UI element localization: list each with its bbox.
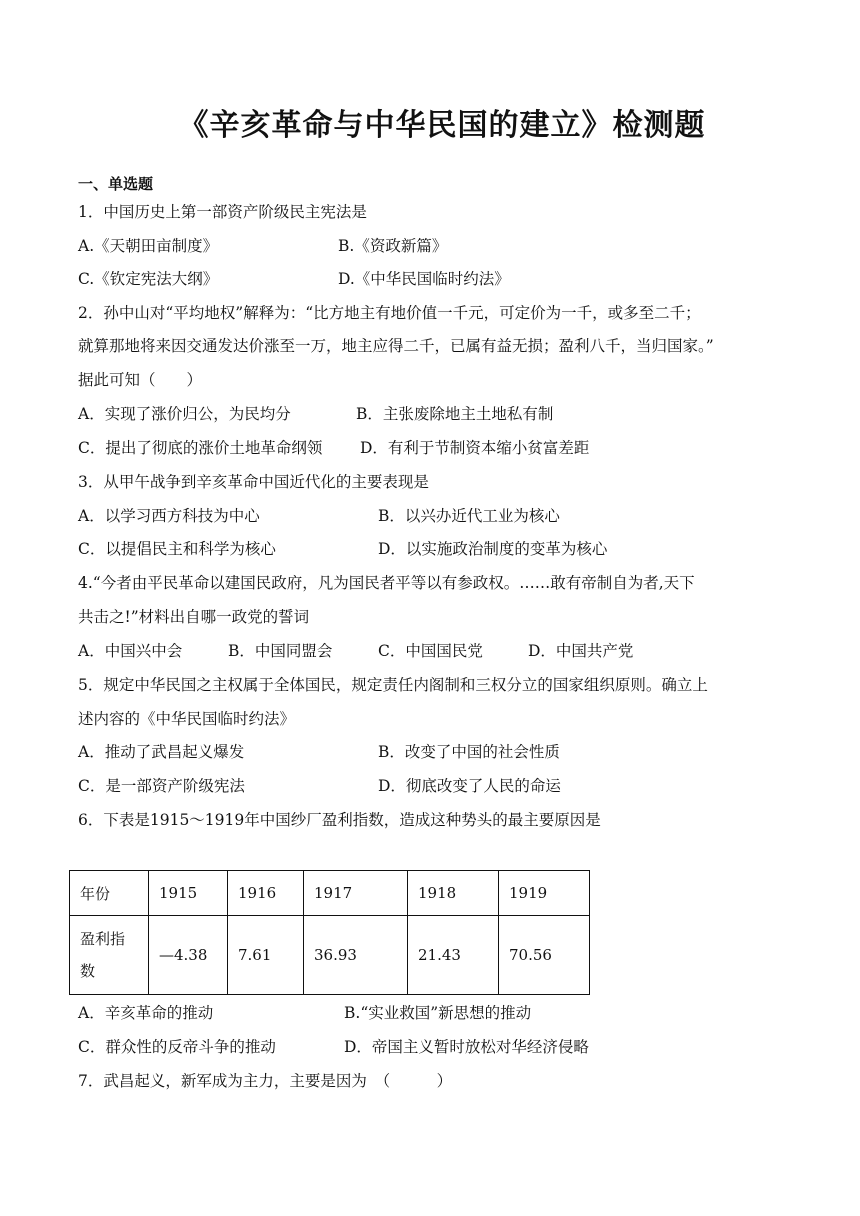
question-3-stem: 3．从甲午战争到辛亥革命中国近代化的主要表现是 [78, 473, 429, 491]
question-2-options-row-1 [78, 403, 554, 425]
question-2-stem-line-2: 就算那地将来因交通发达价涨至一万，地主应得二千，已属有益无损；盈利八千，当归国家。” [78, 337, 714, 355]
table-cell: 70.56 [499, 916, 590, 995]
table-header-cell: 1917 [304, 871, 408, 916]
table-row [70, 916, 590, 995]
question-2-option-c: C．提出了彻底的涨价土地革命纲领 [78, 439, 323, 457]
question-6-option-c: C．群众性的反帝斗争的推动 [78, 1038, 276, 1056]
row-label-line-1: 盈利指 [80, 930, 126, 948]
question-6-option-d: D．帝国主义暂时放松对华经济侵略 [344, 1038, 589, 1056]
question-6-stem: 6．下表是1915～1919年中国纱厂盈利指数，造成这种势头的最主要原因是 [78, 811, 601, 829]
question-2-stem-line-1: 2．孙中山对“平均地权”解释为：“比方地主有地价值一千元，可定价为一千，或多至二千； [78, 304, 701, 322]
question-3-option-c: C．以提倡民主和科学为核心 [78, 540, 276, 558]
question-5-stem-line-1: 5．规定中华民国之主权属于全体国民，规定责任内阁制和三权分立的国家组织原则。确立上 [78, 676, 708, 694]
question-2-stem-line-3: 据此可知（ ） [78, 371, 203, 389]
table-header-cell: 1918 [408, 871, 499, 916]
table-header-cell: 1916 [228, 871, 304, 916]
question-3-option-a: A．以学习西方科技为中心 [78, 507, 260, 525]
question-6-options-row-1 [78, 1002, 532, 1024]
table-header-cell: 年份 [70, 871, 149, 916]
question-3-options-row-1 [78, 505, 560, 527]
profit-index-table [69, 870, 590, 995]
question-5-stem-line-2: 述内容的《中华民国临时约法》 [78, 710, 296, 728]
table-cell: —4.38 [149, 916, 228, 995]
row-label-line-2: 数 [80, 962, 96, 980]
document-title: 《辛亥革命与中华民国的建立》检测题 [178, 108, 706, 143]
question-6-option-b: B.“实业救国”新思想的推动 [344, 1004, 532, 1022]
table-cell: 21.43 [408, 916, 499, 995]
question-5-option-c: C．是一部资产阶级宪法 [78, 777, 245, 795]
question-4-option-a: A．中国兴中会 [78, 642, 183, 660]
table-header-cell: 1915 [149, 871, 228, 916]
question-4-option-d: D．中国共产党 [528, 642, 634, 660]
question-4-stem-line-1: 4.“今者由平民革命以建国民政府，凡为国民者平等以有参政权。……敢有帝制自为者,天下 [78, 574, 695, 592]
question-2-option-b: B．主张废除地主土地私有制 [356, 405, 554, 423]
question-2-options-row-2 [78, 437, 590, 459]
question-6-option-a: A．辛亥革命的推动 [78, 1004, 214, 1022]
question-3-option-b: B．以兴办近代工业为核心 [378, 507, 560, 525]
question-7-stem: 7．武昌起义，新军成为主力，主要是因为 （ ） [78, 1072, 453, 1090]
question-1-options-row-1 [78, 235, 448, 257]
question-1-options-row-2 [78, 268, 510, 290]
question-1-option-d: D.《中华民国临时约法》 [338, 270, 510, 288]
question-5-option-a: A．推动了武昌起义爆发 [78, 743, 245, 761]
table-cell: 36.93 [304, 916, 408, 995]
question-4-option-b: B．中国同盟会 [228, 642, 333, 660]
question-5-option-b: B．改变了中国的社会性质 [378, 743, 560, 761]
question-5-option-d: D．彻底改变了人民的命运 [378, 777, 561, 795]
question-2-option-a: A．实现了涨价归公，为民均分 [78, 405, 291, 423]
question-4-option-c: C．中国国民党 [378, 642, 483, 660]
question-1-option-b: B.《资政新篇》 [338, 237, 448, 255]
question-1-option-c: C.《钦定宪法大纲》 [78, 270, 219, 288]
question-2-option-d: D．有利于节制资本缩小贫富差距 [360, 439, 590, 457]
question-5-options-row-2 [78, 775, 561, 797]
table-header-cell: 1919 [499, 871, 590, 916]
table-row-label [70, 916, 149, 995]
question-5-options-row-1 [78, 741, 560, 763]
question-1-stem: 1．中国历史上第一部资产阶级民主宪法是 [78, 203, 367, 221]
table-row [70, 871, 590, 916]
question-4-stem-line-2: 共击之!”材料出自哪一政党的誓词 [78, 608, 310, 626]
question-3-option-d: D．以实施政治制度的变革为核心 [378, 540, 608, 558]
question-1-option-a: A.《天朝田亩制度》 [78, 237, 219, 255]
question-3-options-row-2 [78, 538, 608, 560]
question-6-options-row-2 [78, 1036, 589, 1058]
table-cell: 7.61 [228, 916, 304, 995]
question-4-options-row [78, 640, 634, 662]
section-heading: 一、单选题 [78, 175, 154, 193]
